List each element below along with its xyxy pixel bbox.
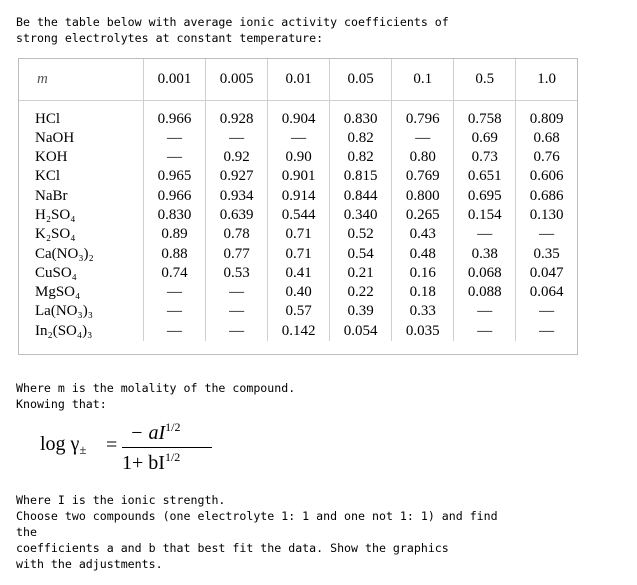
table-cell: 0.064 [529, 284, 564, 301]
table-cell: 0.78 [223, 226, 250, 243]
table-cell: 0.934 [219, 187, 254, 204]
table-cell: 0.89 [161, 226, 188, 243]
table-cell: 0.68 [533, 129, 560, 146]
table-cell: 0.88 [161, 245, 188, 262]
formula-denominator-text: 1+ bI [122, 452, 165, 474]
table-cell: 0.901 [281, 168, 316, 185]
compound-name: KOH [35, 149, 68, 166]
table-cell: 0.639 [219, 206, 254, 223]
value-column [516, 100, 577, 341]
formula-lhs-sub: ± [79, 442, 87, 457]
activity-coefficient-table [18, 58, 578, 355]
table-cell: 0.16 [409, 264, 436, 281]
compound-name: Ca(NO₃)₂ [35, 245, 94, 262]
table-cell: 0.77 [223, 245, 250, 262]
table-cell: 0.544 [281, 206, 316, 223]
table-cell: 0.41 [285, 264, 312, 281]
value-column [206, 100, 268, 341]
table-cell: — [229, 303, 245, 320]
table-cell: — [167, 284, 183, 301]
formula-denominator [122, 450, 180, 475]
table-cell: 0.965 [157, 168, 192, 185]
value-column [392, 100, 454, 341]
table-cell: — [167, 149, 183, 166]
table-body [19, 100, 577, 341]
table-cell: 0.142 [281, 322, 316, 339]
table-cell: 0.695 [467, 187, 502, 204]
table-cell: 0.904 [281, 110, 316, 127]
table-cell: 0.796 [405, 110, 440, 127]
table-cell: 0.48 [409, 245, 436, 262]
table-cell: 0.686 [529, 187, 564, 204]
table-cell: 0.76 [533, 149, 560, 166]
table-cell: — [477, 303, 493, 320]
compound-name: NaOH [35, 129, 75, 146]
compound-name: NaBr [35, 187, 68, 204]
question-line-1: Where I is the ionic strength. [16, 493, 226, 507]
intro-text [16, 14, 449, 46]
table-cell: 0.71 [285, 226, 312, 243]
table-cell: — [167, 129, 183, 146]
formula-numerator [130, 420, 181, 445]
formula-lhs-text: log γ [40, 433, 80, 455]
formula-numerator-text: − aI [130, 422, 166, 444]
question-text [16, 492, 498, 572]
intro-line-2: strong electrolytes at constant temperature: [16, 31, 324, 45]
table-cell: — [539, 322, 555, 339]
table-cell: — [477, 322, 493, 339]
table-cell: 0.844 [343, 187, 378, 204]
table-cell: — [167, 322, 183, 339]
compound-name: H₂SO₄ [35, 206, 76, 223]
table-cell: 0.047 [529, 264, 564, 281]
compound-name: K₂SO₄ [35, 226, 76, 243]
column-header: 0.1 [392, 59, 454, 100]
column-header: 0.5 [454, 59, 516, 100]
data-table [19, 59, 577, 341]
table-cell: — [229, 284, 245, 301]
table-cell: 0.21 [347, 264, 374, 281]
table-cell: 0.927 [219, 168, 254, 185]
compound-name: HCl [35, 110, 61, 127]
after-table-text [16, 380, 295, 412]
formula-lhs [40, 433, 87, 458]
table-cell: 0.35 [533, 245, 560, 262]
table-cell: 0.800 [405, 187, 440, 204]
after-line-2: Knowing that: [16, 397, 107, 411]
fraction-bar [122, 447, 212, 448]
table-cell: 0.914 [281, 187, 316, 204]
formula-numerator-sup: 1/2 [165, 420, 181, 434]
table-cell: 0.815 [343, 168, 378, 185]
question-line-4: coefficients a and b that best fit the data. Show the graphics [16, 541, 449, 555]
table-cell: 0.809 [529, 110, 564, 127]
table-cell: 0.830 [343, 110, 378, 127]
compound-name: In₂(SO₄)₃ [35, 322, 93, 339]
table-cell: — [229, 129, 245, 146]
table-cell: 0.54 [347, 245, 374, 262]
table-cell: 0.966 [157, 110, 192, 127]
table-cell: 0.71 [285, 245, 312, 262]
table-cell: — [229, 322, 245, 339]
compound-name: CuSO₄ [35, 264, 77, 281]
column-header: 0.01 [268, 59, 330, 100]
value-column [144, 100, 206, 341]
table-cell: 0.830 [157, 206, 192, 223]
table-cell: 0.73 [471, 149, 498, 166]
table-cell: 0.82 [347, 149, 374, 166]
table-cell: 0.769 [405, 168, 440, 185]
intro-line-1: Be the table below with average ionic activity coefficients of [16, 15, 449, 29]
table-cell: — [539, 303, 555, 320]
table-cell: — [539, 226, 555, 243]
table-cell: — [477, 226, 493, 243]
table-cell: 0.651 [467, 168, 502, 185]
table-cell: — [167, 303, 183, 320]
table-cell: 0.69 [471, 129, 498, 146]
compound-name: KCl [35, 168, 61, 185]
table-cell: 0.52 [347, 226, 374, 243]
question-line-2: Choose two compounds (one electrolyte 1: 1 and one not 1: 1) and find [16, 509, 498, 523]
table-cell: 0.154 [467, 206, 502, 223]
compound-name: MgSO₄ [35, 284, 81, 301]
table-cell: 0.035 [405, 322, 440, 339]
formula [40, 415, 210, 475]
value-column [268, 100, 330, 341]
table-cell: 0.068 [467, 264, 502, 281]
header-molality-label: m [19, 59, 144, 100]
table-cell: 0.57 [285, 303, 312, 320]
table-cell: 0.928 [219, 110, 254, 127]
table-cell: 0.92 [223, 149, 250, 166]
table-cell: 0.088 [467, 284, 502, 301]
question-line-5: with the adjustments. [16, 557, 163, 571]
table-cell: 0.340 [343, 206, 378, 223]
table-cell: 0.82 [347, 129, 374, 146]
value-column [330, 100, 392, 341]
table-header-row [19, 59, 577, 100]
table-cell: 0.130 [529, 206, 564, 223]
table-cell: 0.40 [285, 284, 312, 301]
compound-column [19, 100, 144, 341]
table-cell: 0.18 [409, 284, 436, 301]
after-line-1: Where m is the molality of the compound. [16, 381, 296, 395]
table-cell: 0.80 [409, 149, 436, 166]
table-cell: 0.39 [347, 303, 374, 320]
table-cell: 0.90 [285, 149, 312, 166]
table-cell: 0.38 [471, 245, 498, 262]
table-cell: 0.054 [343, 322, 378, 339]
table-cell: 0.53 [223, 264, 250, 281]
formula-denominator-sup: 1/2 [164, 450, 181, 464]
value-column [454, 100, 516, 341]
table-cell: — [291, 129, 307, 146]
table-cell: 0.758 [467, 110, 502, 127]
table-cell: 0.265 [405, 206, 440, 223]
table-cell: 0.33 [409, 303, 436, 320]
column-header: 0.05 [330, 59, 392, 100]
table-cell: 0.966 [157, 187, 192, 204]
column-header: 0.001 [144, 59, 206, 100]
formula-equals: = [106, 434, 118, 456]
column-header: 0.005 [206, 59, 268, 100]
question-line-3: the [16, 525, 37, 539]
column-header: 1.0 [516, 59, 577, 100]
table-cell: 0.606 [529, 168, 564, 185]
table-cell: 0.43 [409, 226, 436, 243]
table-cell: 0.74 [161, 264, 188, 281]
table-cell: 0.22 [347, 284, 374, 301]
table-cell: — [415, 129, 431, 146]
compound-name: La(NO₃)₃ [35, 303, 93, 320]
